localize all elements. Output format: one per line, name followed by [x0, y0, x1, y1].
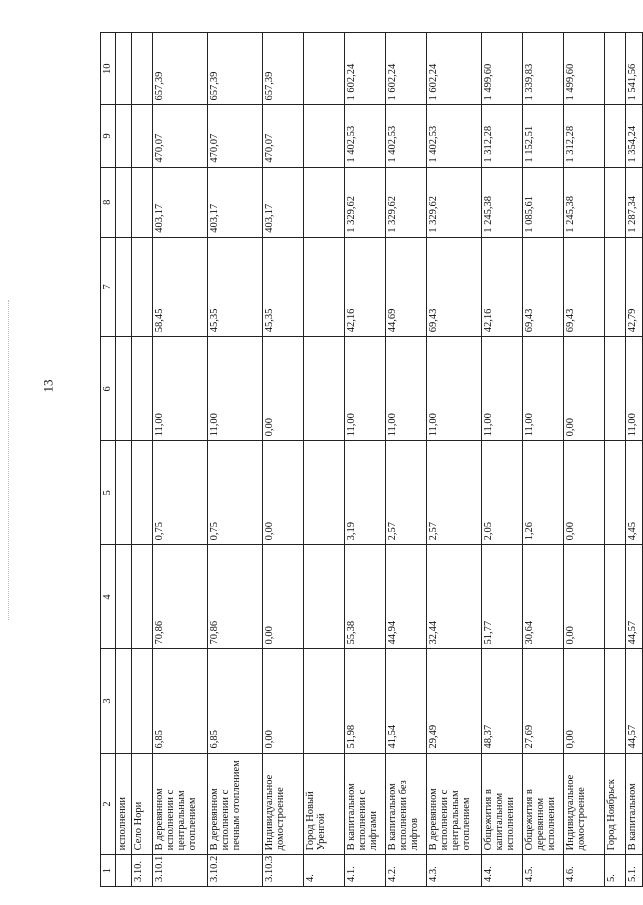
- value-cell: 70,86: [208, 545, 263, 649]
- row-label-cell: Село Нори: [132, 753, 153, 855]
- value-cell: [132, 649, 153, 753]
- row-number-cell: 4.6.: [564, 855, 605, 887]
- row-label-cell: Индивидуальное домостроение: [263, 753, 304, 855]
- value-cell: 69,43: [427, 237, 482, 337]
- value-cell: 3,19: [345, 441, 386, 545]
- row-label-cell: Общежития в капитальном исполнении: [482, 753, 523, 855]
- value-cell: 1 287,34: [626, 167, 643, 237]
- value-cell: [304, 441, 345, 545]
- value-cell: 1 602,24: [345, 33, 386, 105]
- value-cell: 11,00: [482, 337, 523, 441]
- row-label-cell: В капитальном исполнении с лифтами: [345, 753, 386, 855]
- value-cell: 42,16: [345, 237, 386, 337]
- value-cell: 2,05: [482, 441, 523, 545]
- value-cell: 1 152,51: [523, 105, 564, 167]
- value-cell: [605, 337, 626, 441]
- value-cell: 0,00: [263, 441, 304, 545]
- value-cell: 0,00: [263, 545, 304, 649]
- row-label-cell: В капитальном: [626, 753, 643, 855]
- value-cell: [304, 649, 345, 753]
- value-cell: 0,75: [208, 441, 263, 545]
- row-label-cell: В деревянном исполнении с печным отоплением: [208, 753, 263, 855]
- table-row: [605, 33, 626, 887]
- value-cell: 1 329,62: [427, 167, 482, 237]
- value-cell: 2,57: [386, 441, 427, 545]
- value-cell: [132, 237, 153, 337]
- scan-edge-dots: [8, 300, 10, 620]
- value-cell: [116, 237, 132, 337]
- value-cell: 42,79: [626, 237, 643, 337]
- header-cell: 6: [101, 337, 116, 441]
- header-cell: 9: [101, 105, 116, 167]
- table-row: [427, 33, 482, 887]
- value-cell: 1 354,24: [626, 105, 643, 167]
- page-number: 13: [40, 379, 56, 393]
- value-cell: 470,07: [153, 105, 208, 167]
- value-cell: 29,49: [427, 649, 482, 753]
- value-cell: [304, 237, 345, 337]
- table-row: [208, 33, 263, 887]
- value-cell: 403,17: [208, 167, 263, 237]
- row-label-cell: В деревянном исполнении с центральным отоплением: [153, 753, 208, 855]
- value-cell: 1 402,53: [427, 105, 482, 167]
- value-cell: 30,64: [523, 545, 564, 649]
- table-row: [564, 33, 605, 887]
- value-cell: 45,35: [208, 237, 263, 337]
- table-row: [345, 33, 386, 887]
- value-cell: [304, 33, 345, 105]
- table-row: [153, 33, 208, 887]
- value-cell: [605, 167, 626, 237]
- value-cell: 44,94: [386, 545, 427, 649]
- row-label-cell: Общежития в деревянном исполнении: [523, 753, 564, 855]
- value-cell: [605, 441, 626, 545]
- value-cell: 58,45: [153, 237, 208, 337]
- row-label-cell: Индивидуальное домостроение: [564, 753, 605, 855]
- row-label-cell: В капитальном исполнении без лифтов: [386, 753, 427, 855]
- row-number-cell: 4.: [304, 855, 345, 887]
- value-cell: 1 329,62: [345, 167, 386, 237]
- value-cell: 70,86: [153, 545, 208, 649]
- row-number-cell: 5.1.: [626, 855, 643, 887]
- row-number-cell: 5.: [605, 855, 626, 887]
- header-cell: 8: [101, 167, 116, 237]
- value-cell: 1 329,62: [386, 167, 427, 237]
- value-cell: [132, 33, 153, 105]
- value-cell: [116, 105, 132, 167]
- value-cell: 11,00: [345, 337, 386, 441]
- row-number-cell: 3.10.2.: [208, 855, 263, 887]
- row-label-cell: Город Ноябрьск: [605, 753, 626, 855]
- value-cell: 657,39: [153, 33, 208, 105]
- value-cell: 657,39: [263, 33, 304, 105]
- value-cell: [132, 441, 153, 545]
- value-cell: 0,00: [564, 337, 605, 441]
- value-cell: 1 541,56: [626, 33, 643, 105]
- value-cell: 0,00: [564, 649, 605, 753]
- rotated-table-container: [100, 32, 638, 887]
- value-cell: [116, 33, 132, 105]
- header-cell: 2: [101, 753, 116, 855]
- table-row: [304, 33, 345, 887]
- value-cell: 470,07: [208, 105, 263, 167]
- value-cell: 6,85: [208, 649, 263, 753]
- value-cell: [132, 545, 153, 649]
- row-number-cell: 4.1.: [345, 855, 386, 887]
- row-number-cell: 3.10.1.: [153, 855, 208, 887]
- value-cell: 42,16: [482, 237, 523, 337]
- value-cell: 11,00: [153, 337, 208, 441]
- value-cell: 1 085,61: [523, 167, 564, 237]
- value-cell: 1 402,53: [345, 105, 386, 167]
- value-cell: 0,00: [263, 337, 304, 441]
- value-cell: 44,57: [626, 545, 643, 649]
- value-cell: 4,45: [626, 441, 643, 545]
- value-cell: 41,54: [386, 649, 427, 753]
- header-cell: 3: [101, 649, 116, 753]
- value-cell: 51,77: [482, 545, 523, 649]
- value-cell: [304, 105, 345, 167]
- value-cell: 1 245,38: [564, 167, 605, 237]
- value-cell: 45,35: [263, 237, 304, 337]
- row-label-cell: В деревянном исполнении с центральным отоплением: [427, 753, 482, 855]
- value-cell: 1 312,28: [564, 105, 605, 167]
- value-cell: [605, 545, 626, 649]
- value-cell: 11,00: [523, 337, 564, 441]
- value-cell: 1,26: [523, 441, 564, 545]
- value-cell: 1 339,83: [523, 33, 564, 105]
- value-cell: 69,43: [564, 237, 605, 337]
- value-cell: 403,17: [153, 167, 208, 237]
- table-row: [523, 33, 564, 887]
- value-cell: 44,57: [626, 649, 643, 753]
- value-cell: 1 602,24: [386, 33, 427, 105]
- value-cell: 657,39: [208, 33, 263, 105]
- table-row: [132, 33, 153, 887]
- value-cell: 27,69: [523, 649, 564, 753]
- value-cell: 1 245,38: [482, 167, 523, 237]
- value-cell: 11,00: [427, 337, 482, 441]
- value-cell: 1 602,24: [427, 33, 482, 105]
- table-body: [101, 33, 643, 887]
- value-cell: 32,44: [427, 545, 482, 649]
- value-cell: 0,00: [564, 545, 605, 649]
- value-cell: 403,17: [263, 167, 304, 237]
- row-label-cell: исполнении: [116, 753, 132, 855]
- value-cell: 0,75: [153, 441, 208, 545]
- row-number-cell: 3.10.3.: [263, 855, 304, 887]
- header-cell: 4: [101, 545, 116, 649]
- value-cell: 11,00: [386, 337, 427, 441]
- rotated-table-area: [100, 32, 638, 887]
- value-cell: [116, 167, 132, 237]
- value-cell: [304, 167, 345, 237]
- value-cell: 55,38: [345, 545, 386, 649]
- row-number-cell: 3.10.: [132, 855, 153, 887]
- row-number-cell: 4.5.: [523, 855, 564, 887]
- value-cell: [304, 545, 345, 649]
- value-cell: 0,00: [564, 441, 605, 545]
- value-cell: [116, 649, 132, 753]
- value-cell: 6,85: [153, 649, 208, 753]
- value-cell: [304, 337, 345, 441]
- value-cell: 69,43: [523, 237, 564, 337]
- value-cell: 1 312,28: [482, 105, 523, 167]
- header-cell: 1: [101, 855, 116, 887]
- row-number-cell: 4.3.: [427, 855, 482, 887]
- value-cell: 11,00: [208, 337, 263, 441]
- value-cell: [605, 237, 626, 337]
- row-number-cell: 4.4.: [482, 855, 523, 887]
- row-label-cell: Город Новый Уренгой: [304, 753, 345, 855]
- value-cell: [132, 105, 153, 167]
- table-row: [626, 33, 643, 887]
- header-cell: 10: [101, 33, 116, 105]
- value-cell: [116, 337, 132, 441]
- value-cell: [605, 649, 626, 753]
- table-row: [263, 33, 304, 887]
- value-cell: 11,00: [626, 337, 643, 441]
- tariff-table: [100, 32, 643, 887]
- value-cell: 2,57: [427, 441, 482, 545]
- value-cell: 1 402,53: [386, 105, 427, 167]
- value-cell: 0,00: [263, 649, 304, 753]
- value-cell: [605, 33, 626, 105]
- value-cell: 48,37: [482, 649, 523, 753]
- value-cell: 470,07: [263, 105, 304, 167]
- row-number-cell: 4.2.: [386, 855, 427, 887]
- value-cell: [116, 441, 132, 545]
- value-cell: [605, 105, 626, 167]
- value-cell: 44,69: [386, 237, 427, 337]
- value-cell: 1 499,60: [482, 33, 523, 105]
- table-row: [386, 33, 427, 887]
- header-cell: 7: [101, 237, 116, 337]
- value-cell: [132, 337, 153, 441]
- value-cell: [132, 167, 153, 237]
- row-number-cell: [116, 855, 132, 887]
- value-cell: 51,98: [345, 649, 386, 753]
- header-row: [101, 33, 116, 887]
- header-cell: 5: [101, 441, 116, 545]
- table-row: [482, 33, 523, 887]
- value-cell: 1 499,60: [564, 33, 605, 105]
- value-cell: [116, 545, 132, 649]
- table-row: [116, 33, 132, 887]
